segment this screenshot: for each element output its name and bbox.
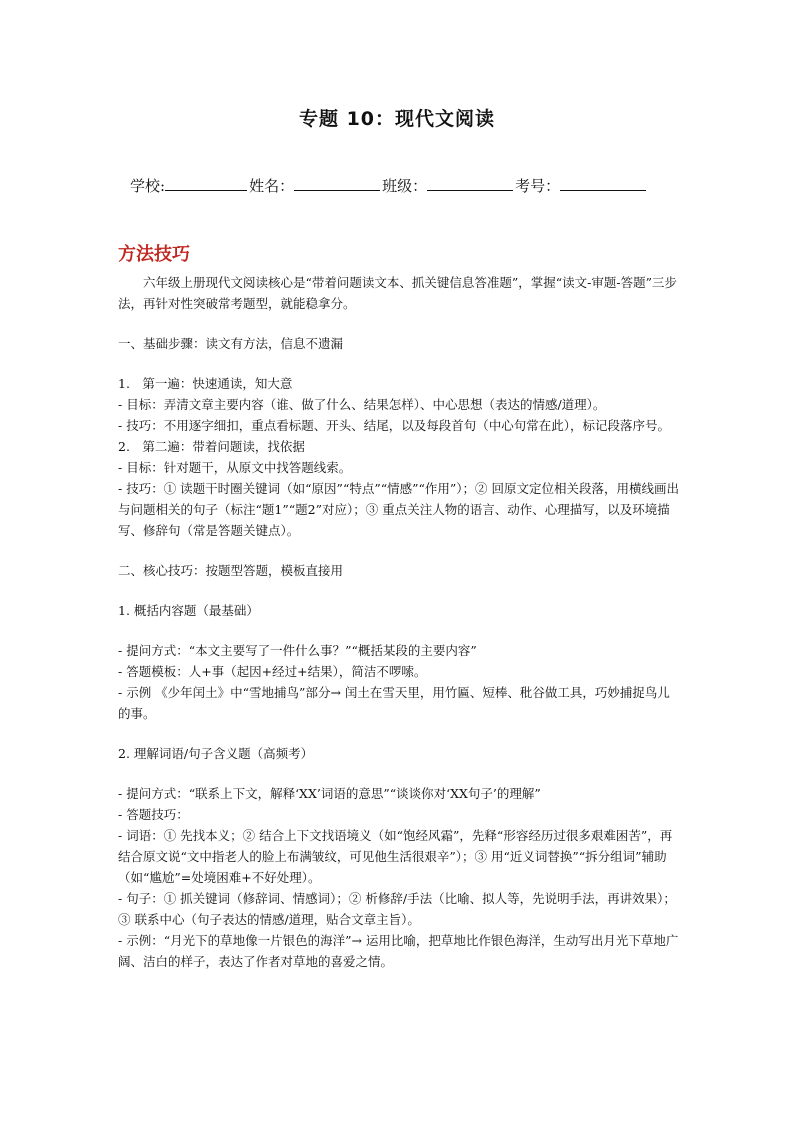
name-blank[interactable] (294, 175, 380, 191)
number-blank[interactable] (560, 175, 646, 191)
type-2-word: - 词语：① 先找本义；② 结合上下文找语境义（如“饱经风霜”，先释“形容经历过很多艰难困苦”，再结合原文说“文中指老人的脸上布满皱纹，可见他生活很艰辛”）；③ 用“近义词替换”“拆分组词”辅助（如“尴尬”=处境困难+不好处理）。 (118, 828, 673, 885)
type-2-tip: - 答题技巧： (118, 807, 189, 822)
type-2-title: 2. 理解词语/句子含义题（高频考） (118, 746, 314, 761)
step-1-title: 1. 第一遍：快速通读，知大意 (118, 376, 293, 391)
heading-core-skills: 二、核心技巧：按题型答题，模板直接用 (118, 563, 344, 578)
number-label: 考号： (515, 177, 561, 195)
type-1-example: - 示例 《少年闰土》中“雪地捕鸟”部分→ 闰土在雪天里，用竹匾、短棒、秕谷做工具，巧妙捕捉鸟儿的事。 (118, 685, 670, 721)
step-1-tip: - 技巧：不用逐字细扣，重点看标题、开头、结尾，以及每段首句（中心句常在此），标记段落序号。 (118, 418, 670, 433)
class-label: 班级： (382, 177, 428, 195)
page-title: 专题 10：现代文阅读 (298, 108, 496, 130)
content-body (118, 272, 680, 972)
intro-paragraph: 六年级上册现代文阅读核心是“带着问题读文本、抓关键信息答准题”，掌握“读文-审题-答题”三步法，再针对性突破常考题型，就能稳拿分。 (118, 275, 678, 311)
type-2-example: - 示例：“月光下的草地像一片银色的海洋”→ 运用比喻，把草地比作银色海洋，生动写出月光下草地广阔、洁白的样子，表达了作者对草地的喜爱之情。 (118, 933, 679, 969)
type-2-sentence: - 句子：① 抓关键词（修辞词、情感词）；② 析修辞/手法（比喻、拟人等，先说明手法，再讲效果）；③ 联系中心（句子表达的情感/道理，贴合文章主旨）。 (118, 891, 676, 927)
class-blank[interactable] (427, 175, 513, 191)
type-1-template: - 答题模板：人+事（起因+经过+结果），简洁不啰嗦。 (118, 664, 427, 679)
step-1-goal: - 目标：弄清文章主要内容（谁、做了什么、结果怎样）、中心思想（表达的情感/道理）。 (118, 397, 606, 412)
student-info-row (130, 175, 690, 196)
school-blank[interactable] (165, 175, 247, 191)
section-heading: 方法技巧 (118, 244, 190, 265)
type-2-question: - 提问方式：“联系上下文，解释‘XX’词语的意思”“谈谈你对‘XX句子’的理解” (118, 786, 541, 801)
school-label: 学校: (130, 177, 166, 195)
step-2-tip: - 技巧：① 读题干时圈关键词（如“原因”“特点”“情感”“作用”）；② 回原文定位相关段落，用横线画出与问题相关的句子（标注“题1”“题2”对应）；③ 重点关注人物的语言、动作、心理描写，以及环境描写、修辞句（常是答题关键点）。 (118, 481, 680, 538)
name-label: 姓名： (249, 177, 295, 195)
type-1-title: 1. 概括内容题（最基础） (118, 603, 259, 618)
step-2-title: 2. 第二遍：带着问题读，找依据 (118, 439, 305, 454)
step-2-goal: - 目标：针对题干，从原文中找答题线索。 (118, 460, 352, 475)
type-1-question: - 提问方式：“本文主要写了一件什么事？”“概括某段的主要内容” (118, 643, 477, 658)
heading-basic-steps: 一、基础步骤：读文有方法，信息不遗漏 (118, 336, 344, 351)
